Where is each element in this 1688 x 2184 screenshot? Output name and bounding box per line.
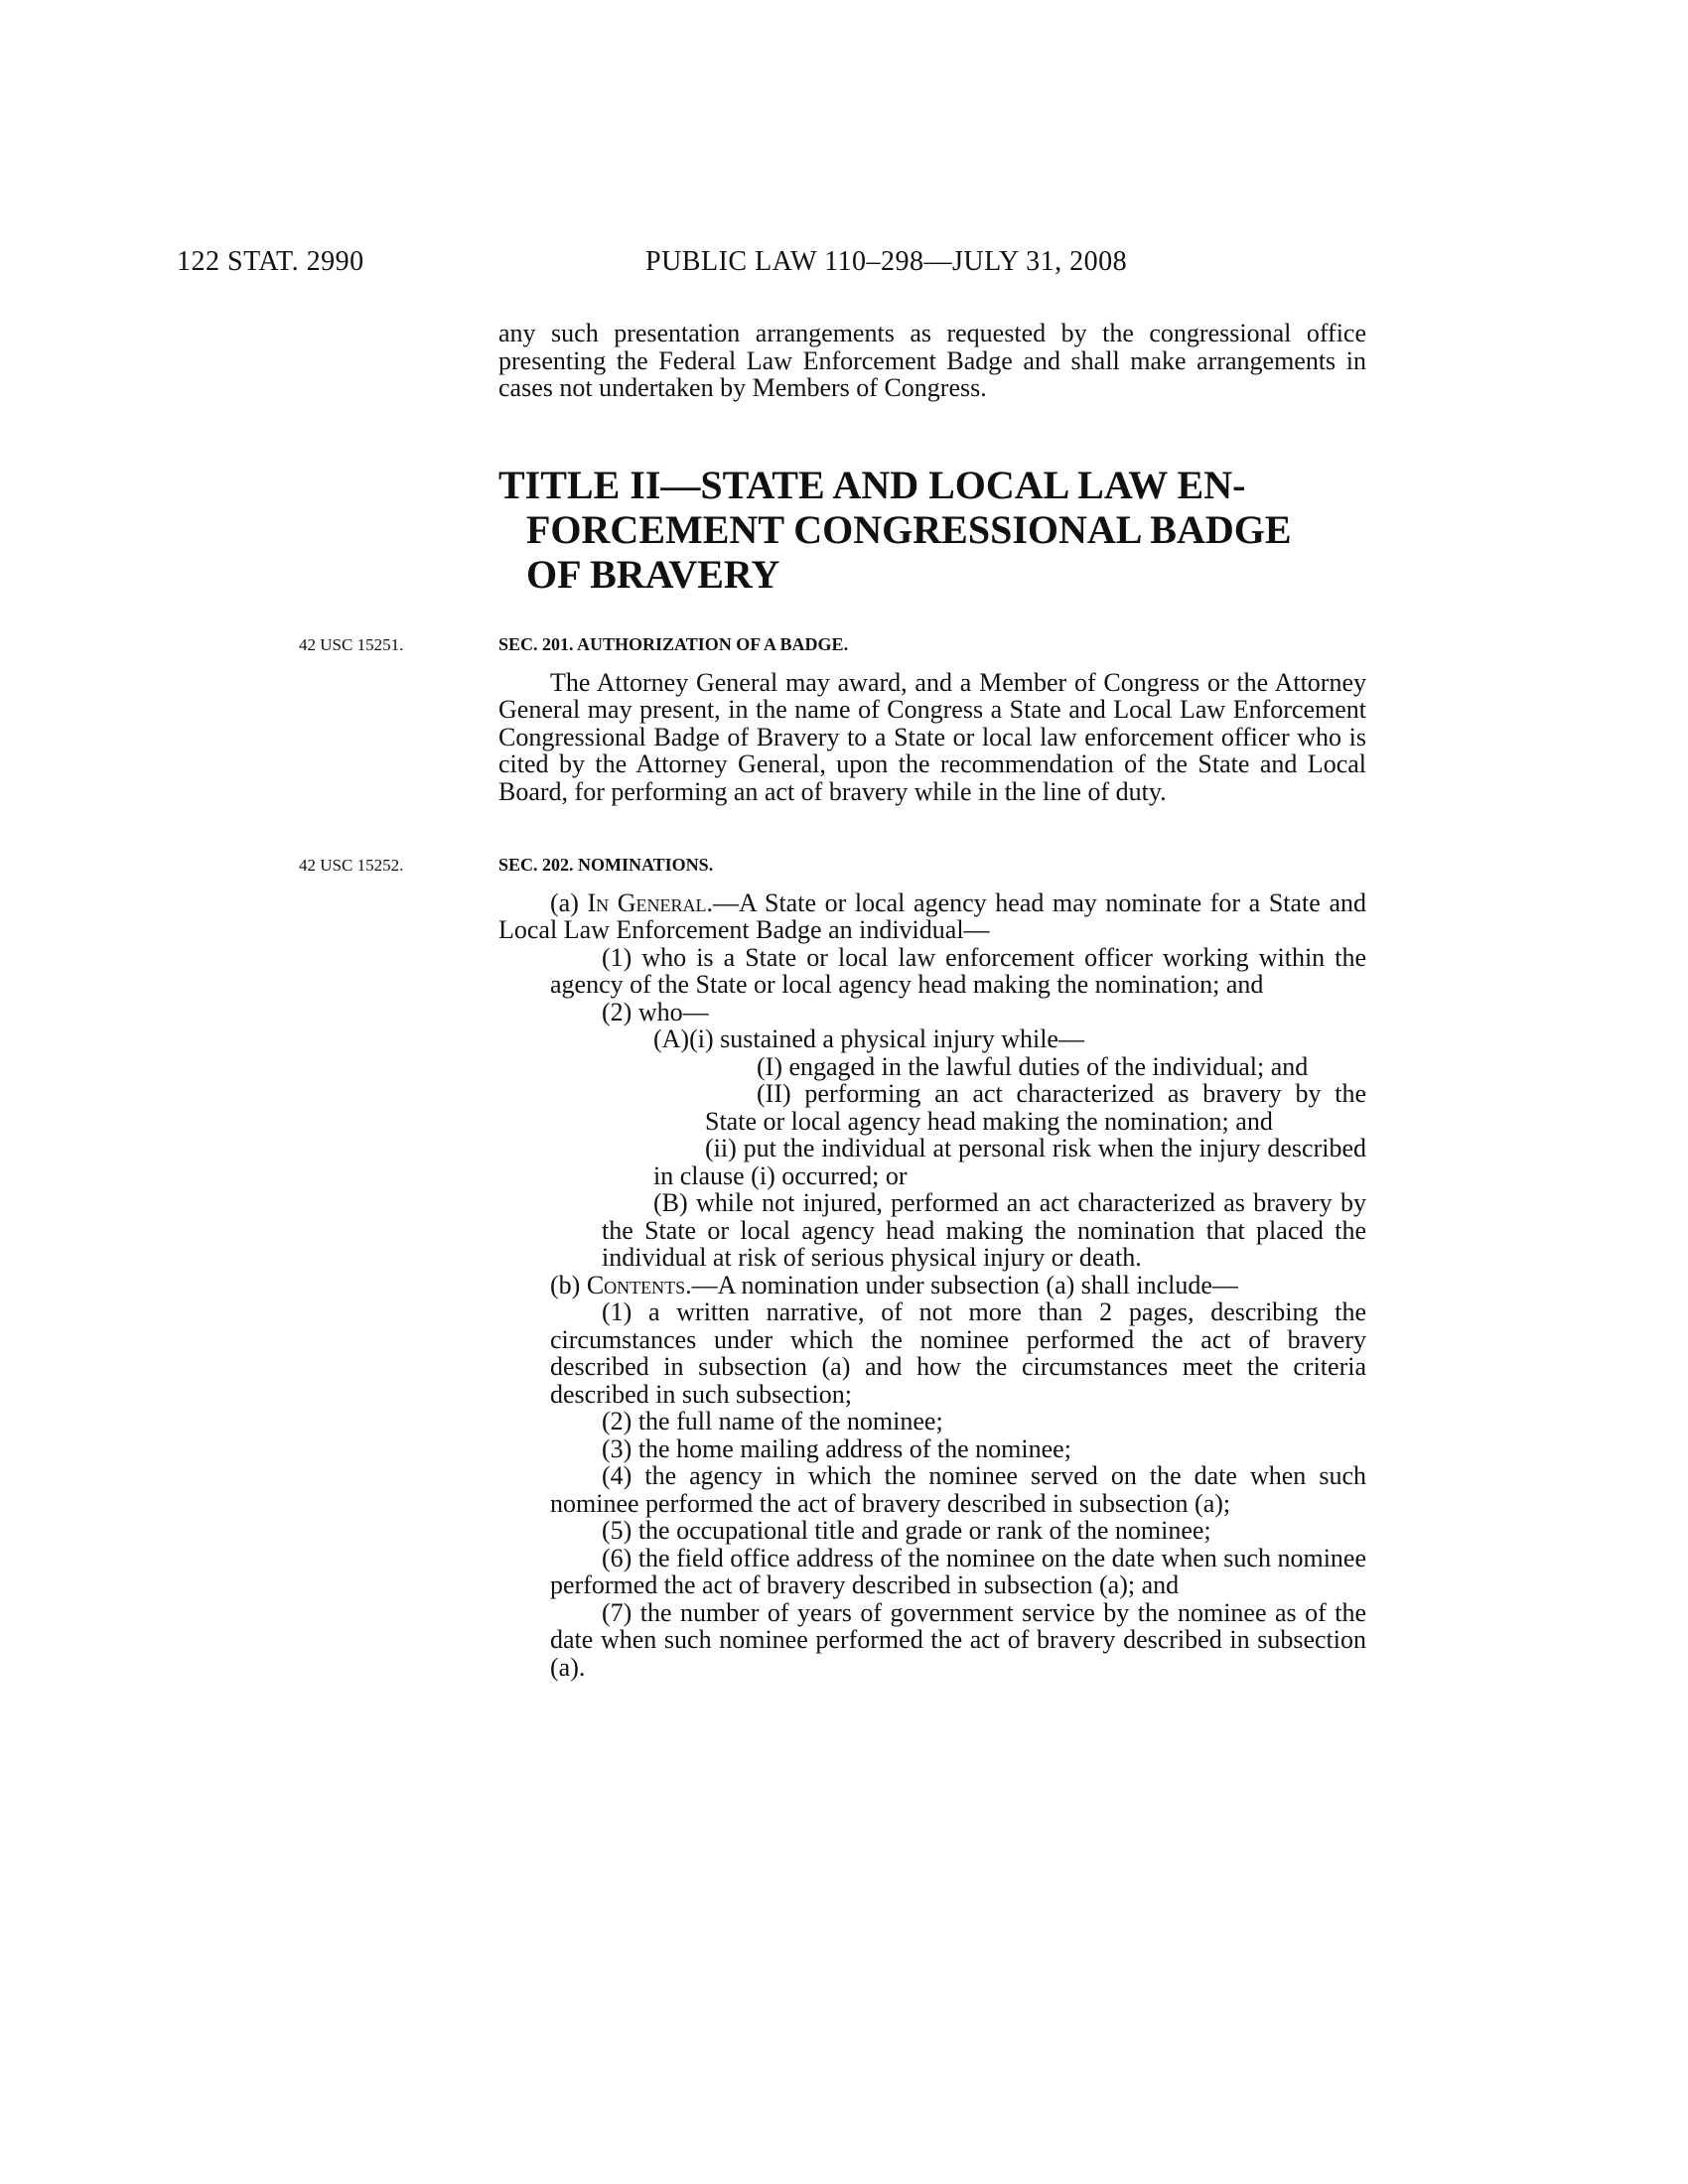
page-stat-citation: 122 STAT. 2990 (177, 246, 364, 277)
margin-note-sec202: 42 USC 15252. (299, 856, 404, 875)
sec202-a-2-A-i-I: (I) engaged in the lawful duties of the individual; and (757, 1051, 1309, 1081)
sec202-a-2: (2) who— (602, 997, 709, 1026)
title-line-2: FORCEMENT CONGRESSIONAL BADGE (526, 507, 1292, 552)
sec202-a-2-B: (B) while not injured, performed an act characterized as bravery by the State or local agency head making the nomination that placed the individual at risk of serious physical injury or death. (602, 1188, 1366, 1272)
sec202-a-2-A-i-II: (II) performing an act characterized as bravery by the State or local agency head making the nomination; and (705, 1079, 1366, 1136)
sec202-b-5: (5) the occupational title and grade or rank of the nominee; (602, 1516, 1211, 1545)
sec202-b-7: (7) the number of years of government service by the nominee as of the date when such nominee performed the act of bravery described in subsection (a). (550, 1597, 1366, 1682)
sec202-a-2-A-ii: (ii) put the individual at personal risk when the injury described in clause (i) occurred; or (653, 1134, 1366, 1190)
sec201-text: The Attorney General may award, and a Member of Congress or the Attorney General may present, in the name of Congress a State and Local Law Enforcement Congressional Badge of Bravery to a State or local law enforcement officer who is cited by the Attorney General, upon the recommendation of the State and Local Board, for performing an act of bravery while in the line of duty. (498, 667, 1366, 806)
sec202-b-2: (2) the full name of the nominee; (602, 1407, 943, 1435)
margin-note-sec201: 42 USC 15251. (299, 635, 404, 654)
sec202-b-4: (4) the agency in which the nominee served on the date when such nominee performed the act of bravery described in subsection (a); (550, 1461, 1366, 1518)
title-line-3: OF BRAVERY (526, 552, 780, 597)
sec202-a-caption: In General (587, 887, 707, 917)
sec202-heading: SEC. 202. NOMINATIONS. (498, 855, 714, 875)
sec202-b-text: .—A nomination under subsection (a) shall include— (685, 1270, 1238, 1299)
page-law-header: PUBLIC LAW 110–298—JULY 31, 2008 (645, 246, 1128, 277)
title-line-1: TITLE II—STATE AND LOCAL LAW EN- (498, 463, 1246, 507)
sec202-b-1: (1) a written narrative, of not more than 2 pages, describing the circumstances under which the nominee performed the act of bravery described in subsection (a) and how the circumstances meet the criteria described in such subsection; (550, 1297, 1366, 1409)
sec202-a-label: (a) (550, 887, 588, 917)
title-heading (498, 463, 1392, 597)
intro-text: any such presentation arrangements as requested by the congressional office presenting the Federal Law Enforcement Badge and shall make arrangements in cases not undertaken by Members of Congress. (498, 319, 1366, 402)
sec202-b-3: (3) the home mailing address of the nominee; (602, 1433, 1071, 1463)
sec202-subsection-b (498, 1272, 1366, 1299)
sec202-a-text: .—A State or local agency head may nominate for a State and Local Law Enforcement Badge an individual— (498, 887, 1366, 944)
sec202-a-2-A-i: (A)(i) sustained a physical injury while— (653, 1024, 1084, 1053)
sec202-b-caption: Contents (586, 1270, 686, 1299)
sec201-heading: SEC. 201. AUTHORIZATION OF A BADGE. (498, 634, 849, 654)
section-201 (498, 631, 1366, 805)
intro-paragraph (498, 320, 1366, 402)
sec202-b-6: (6) the field office address of the nominee on the date when such nominee performed the act of bravery described in subsection (a); and (550, 1543, 1366, 1599)
sec202-subsection-a (498, 889, 1366, 944)
section-202 (498, 852, 1366, 1681)
sec202-a-1: (1) who is a State or local law enforcement officer working within the agency of the State or local agency head making the nomination; and (550, 942, 1366, 999)
sec202-b-label: (b) (550, 1270, 587, 1299)
